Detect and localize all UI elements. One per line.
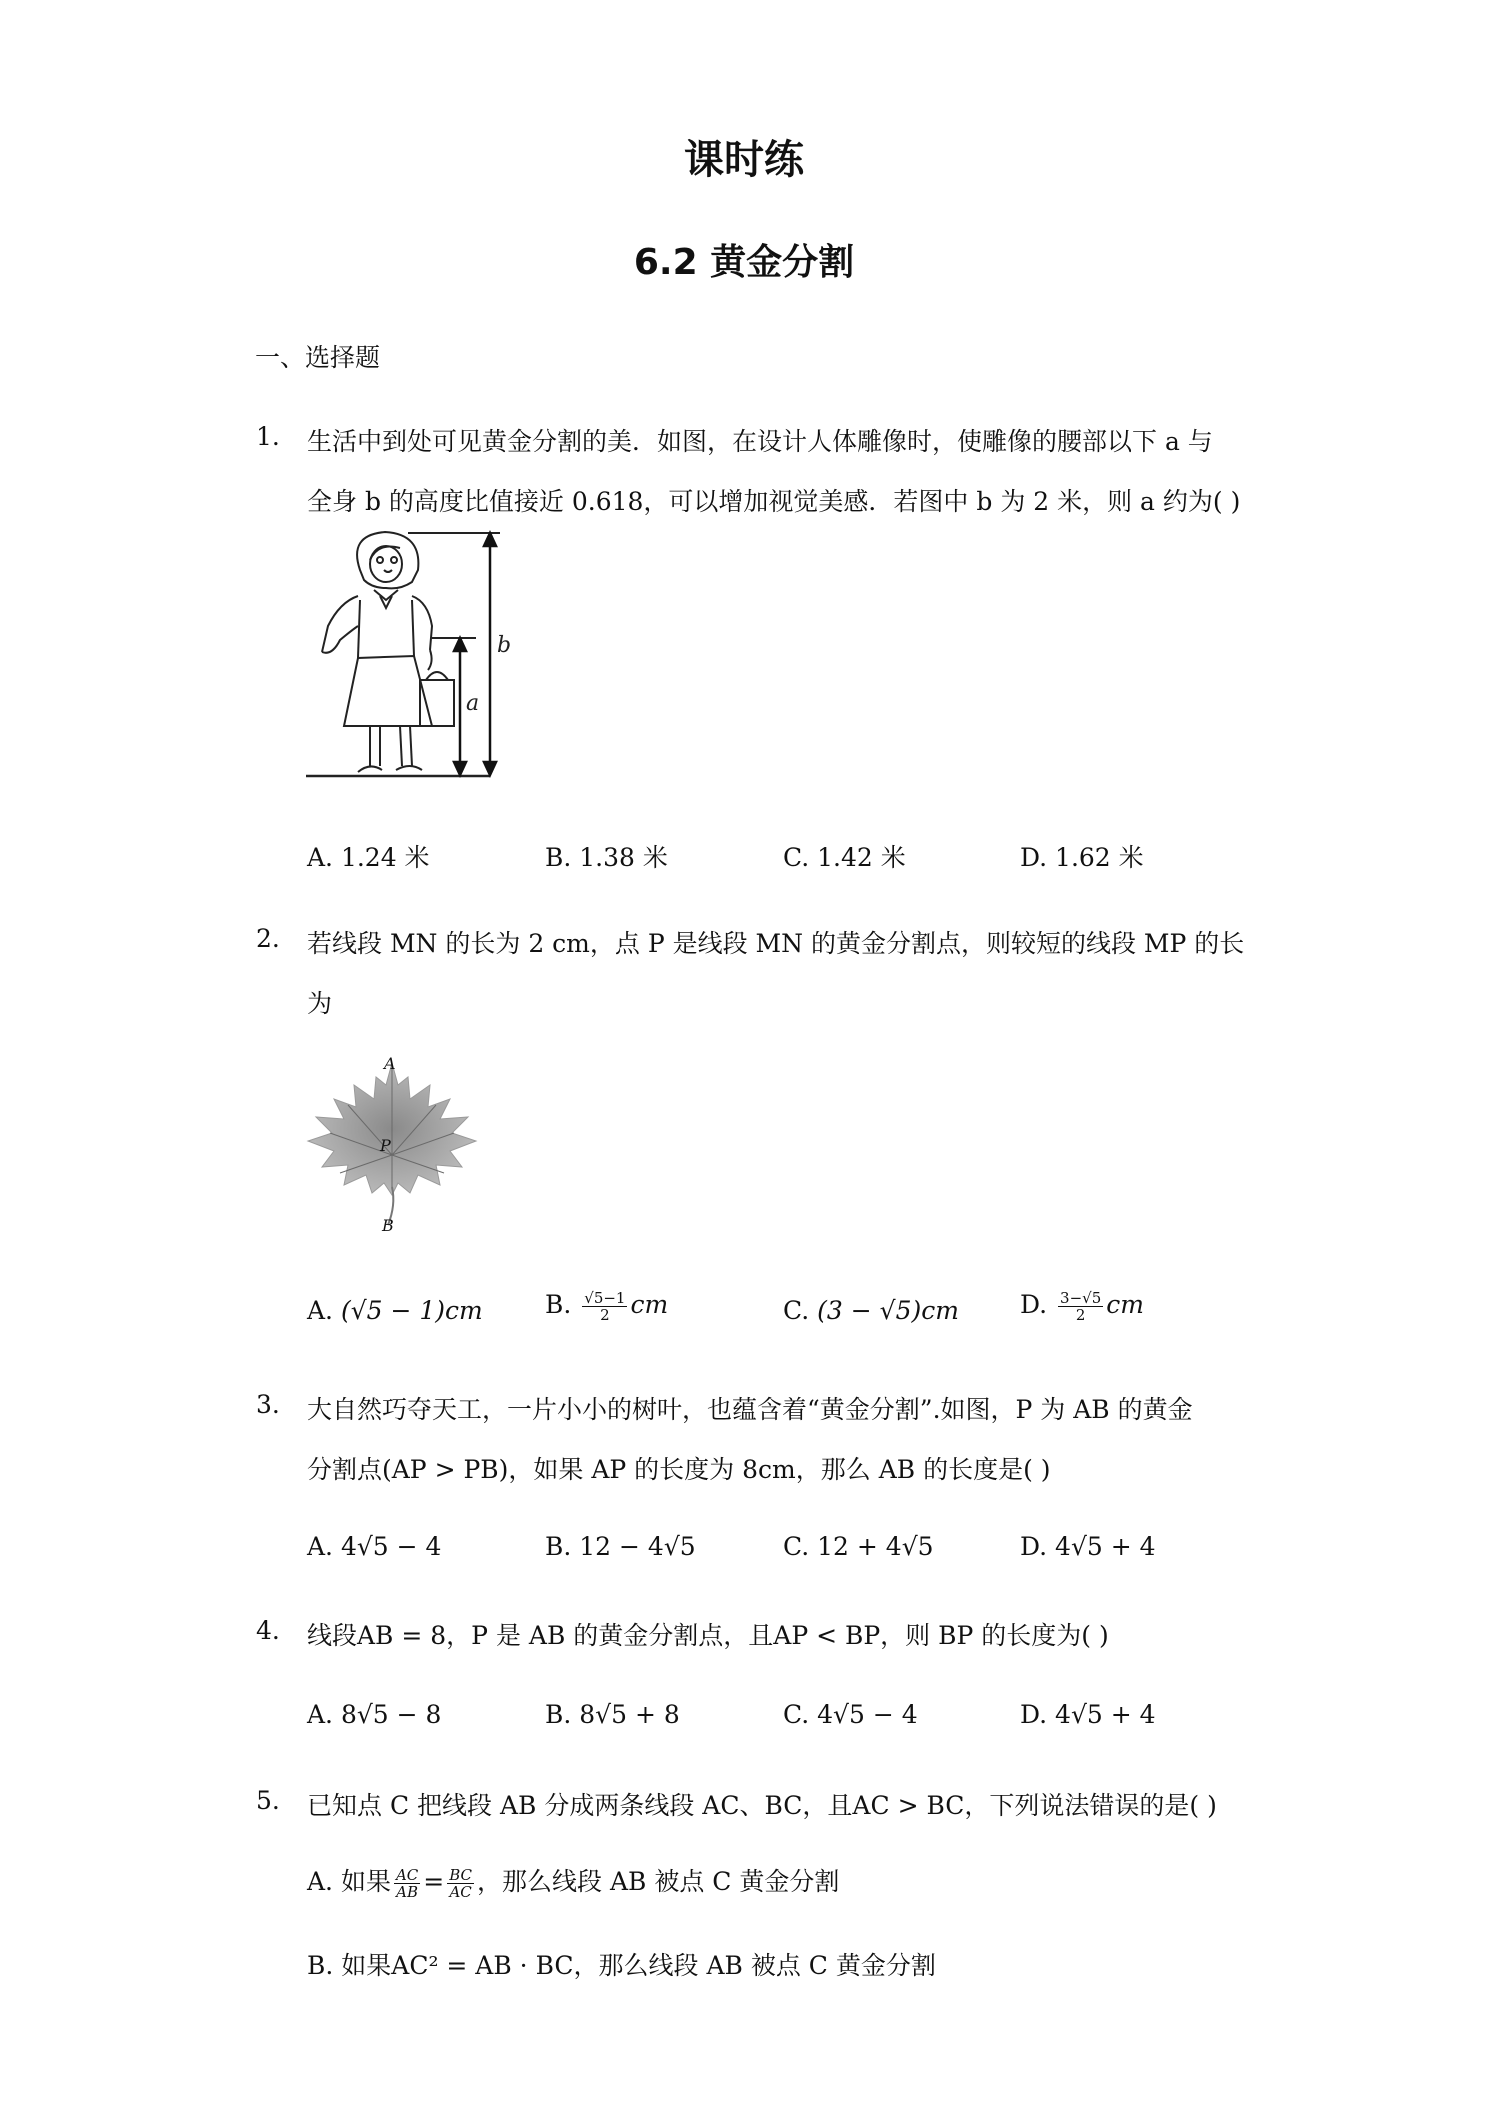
question-1-number: 1. [256, 422, 280, 451]
q5-option-a[interactable] [307, 1862, 839, 1900]
q2-option-a-letter: A. [307, 1296, 341, 1325]
q4-option-b[interactable]: B. 8√5 + 8 [545, 1700, 680, 1729]
sculpture-figure [300, 530, 520, 782]
q4-option-a[interactable]: A. 8√5 − 8 [307, 1700, 442, 1729]
q2-option-b-denominator: 2 [600, 1306, 610, 1324]
question-2-line-2: 为 [307, 989, 333, 1018]
q5-fraction-2-denominator: AC [449, 1883, 472, 1901]
leaf-label-a: A [384, 1055, 396, 1073]
q2-option-d-unit: cm [1106, 1290, 1144, 1319]
question-3-number: 3. [256, 1390, 280, 1419]
label-b: b [497, 633, 512, 658]
q1-option-c[interactable]: C. 1.42 米 [783, 843, 906, 872]
q1-option-d[interactable]: D. 1.62 米 [1020, 843, 1144, 872]
q2-option-b-letter: B. [545, 1290, 580, 1319]
question-1-line-1: 生活中到处可见黄金分割的美．如图，在设计人体雕像时，使雕像的腰部以下 a 与 [307, 427, 1213, 456]
q1-option-b[interactable]: B. 1.38 米 [545, 843, 668, 872]
maple-leaf-figure [300, 1055, 490, 1233]
q2-option-b-fraction [582, 1290, 627, 1323]
question-4-line-1: 线段AB = 8，P 是 AB 的黄金分割点，且AP < BP，则 BP 的长度为( ) [307, 1621, 1109, 1650]
q5-option-a-prefix: A. 如果 [307, 1867, 391, 1896]
lesson-title: 6.2 黄金分割 [633, 242, 855, 283]
q3-option-a[interactable]: A. 4√5 − 4 [307, 1532, 442, 1561]
q2-option-a[interactable] [307, 1296, 483, 1325]
q2-option-c-text: (3 − √5)cm [817, 1296, 959, 1325]
q3-option-d[interactable]: D. 4√5 + 4 [1020, 1532, 1156, 1561]
q5-fraction-1-numerator: AC [395, 1866, 419, 1884]
leaf-label-b: B [382, 1216, 394, 1233]
leaf-label-p: P [380, 1136, 391, 1155]
q3-option-c[interactable]: C. 12 + 4√5 [783, 1532, 934, 1561]
document-title: 课时练 [684, 137, 804, 183]
q2-option-d[interactable] [1020, 1290, 1144, 1323]
q3-option-b[interactable]: B. 12 − 4√5 [545, 1532, 696, 1561]
q5-fraction-2-numerator: BC [449, 1866, 472, 1884]
q2-option-d-fraction [1058, 1290, 1103, 1323]
q2-option-c-letter: C. [783, 1296, 818, 1325]
question-3-line-1: 大自然巧夺天工，一片小小的树叶，也蕴含着“黄金分割”.如图，P 为 AB 的黄金 [307, 1395, 1193, 1424]
q5-option-a-suffix: ，那么线段 AB 被点 C 黄金分割 [477, 1867, 840, 1896]
q2-option-a-text: (√5 − 1)cm [340, 1296, 483, 1325]
question-2-number: 2. [256, 924, 280, 953]
label-a: a [466, 691, 480, 716]
question-5-number: 5. [256, 1786, 280, 1815]
question-5-line-1: 已知点 C 把线段 AB 分成两条线段 AC、BC，且AC > BC，下列说法错误的是( ) [307, 1791, 1217, 1820]
q2-option-d-denominator: 2 [1075, 1306, 1086, 1324]
question-2-line-1: 若线段 MN 的长为 2 cm，点 P 是线段 MN 的黄金分割点，则较短的线段 MP 的长 [307, 929, 1245, 958]
section-heading: 一、选择题 [255, 343, 381, 372]
q2-option-d-letter: D. [1020, 1290, 1056, 1319]
q4-option-d[interactable]: D. 4√5 + 4 [1020, 1700, 1156, 1729]
q2-option-b[interactable] [545, 1290, 668, 1323]
q5-fraction-1-denominator: AB [396, 1883, 419, 1901]
q2-option-c[interactable] [783, 1296, 959, 1325]
q5-option-b[interactable]: B. 如果AC² = AB · BC，那么线段 AB 被点 C 黄金分割 [307, 1951, 936, 1980]
q5-equals: = [423, 1867, 445, 1896]
q2-option-d-numerator: 3−√5 [1060, 1289, 1102, 1307]
question-1-line-2: 全身 b 的高度比值接近 0.618，可以增加视觉美感．若图中 b 为 2 米，则 a 约为( ) [307, 487, 1241, 516]
question-3-line-2: 分割点(AP > PB)，如果 AP 的长度为 8cm，那么 AB 的长度是( ) [307, 1455, 1051, 1484]
question-4-number: 4. [256, 1616, 280, 1645]
q1-option-a[interactable]: A. 1.24 米 [307, 843, 430, 872]
q5-option-a-fraction-1 [394, 1867, 420, 1900]
q2-option-b-numerator: √5−1 [584, 1289, 626, 1307]
q5-option-a-fraction-2 [447, 1867, 474, 1900]
q4-option-c[interactable]: C. 4√5 − 4 [783, 1700, 918, 1729]
q2-option-b-unit: cm [630, 1290, 669, 1319]
